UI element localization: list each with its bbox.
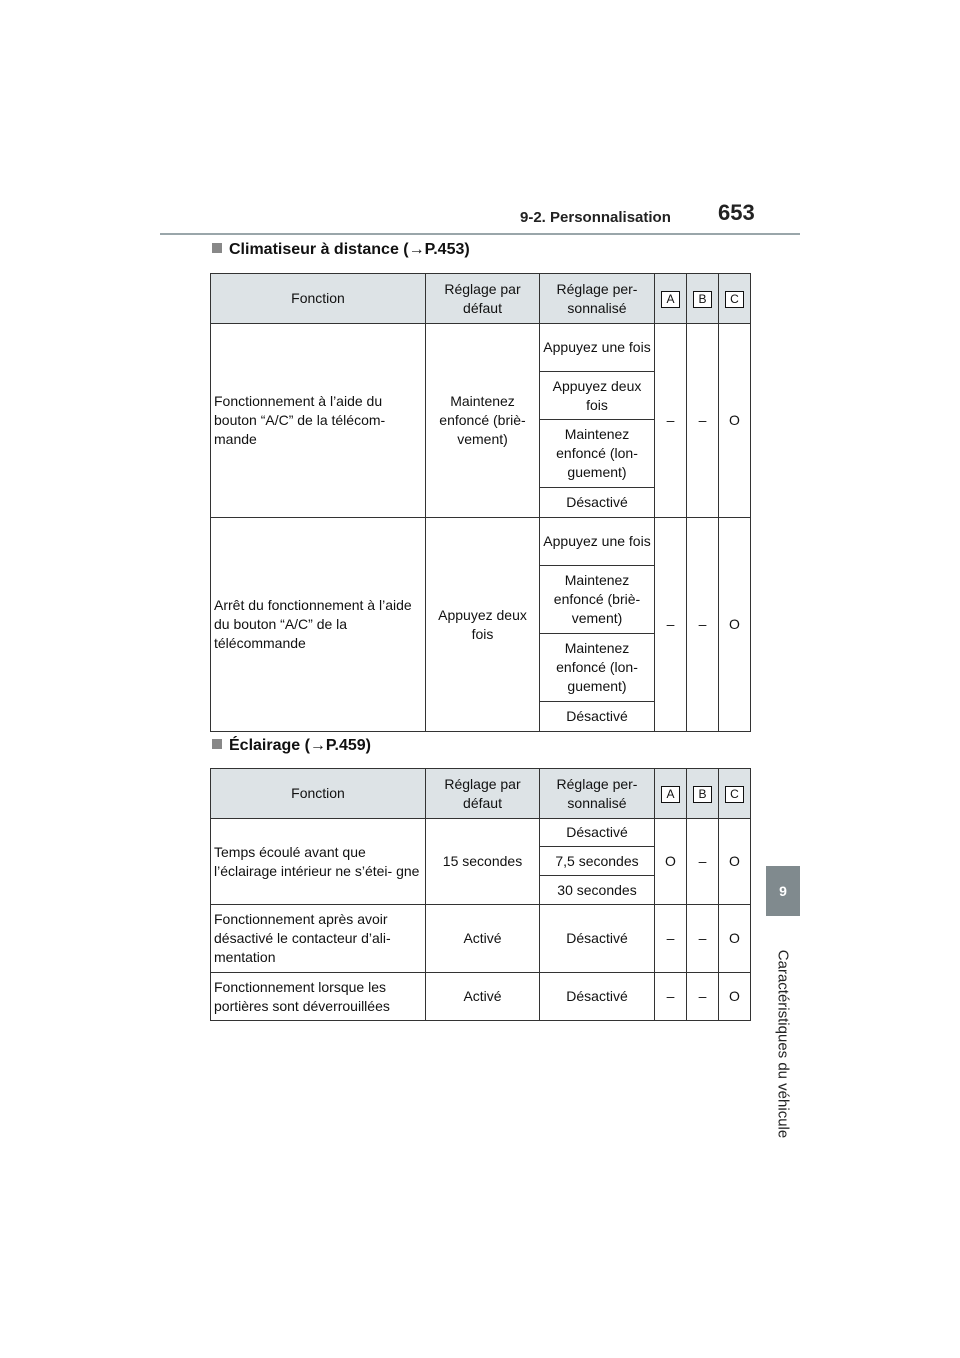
chapter-label-text: Caractéristiques du véhicule xyxy=(774,949,792,1139)
subheading-eclairage xyxy=(212,737,371,755)
c-cell: O xyxy=(719,905,751,973)
table-header-row xyxy=(211,274,751,324)
col-b xyxy=(687,274,719,324)
fonction-cell: Fonctionnement après avoir désactivé le contacteur d’ali- mentation xyxy=(211,905,426,973)
option-cell: 30 secondes xyxy=(540,876,655,905)
defaut-cell: Maintenez enfoncé (briè- vement) xyxy=(426,324,540,518)
b-cell: – xyxy=(687,324,719,518)
a-cell: – xyxy=(655,324,687,518)
col-fonction: Fonction xyxy=(211,274,426,324)
table-row xyxy=(211,518,751,566)
defaut-cell: 15 secondes xyxy=(426,819,540,905)
col-defaut: Réglage par défaut xyxy=(426,769,540,819)
table-row xyxy=(211,324,751,372)
fonction-cell: Fonctionnement lorsque les portières sont déverrouillées xyxy=(211,973,426,1021)
fonction-cell: Arrêt du fonctionnement à l’aide du bouton “A/C” de la télécommande xyxy=(211,518,426,732)
c-cell: O xyxy=(719,973,751,1021)
square-bullet-icon xyxy=(212,739,222,749)
letter-c-badge: C xyxy=(725,291,744,308)
option-cell: Désactivé xyxy=(540,702,655,732)
col-c xyxy=(719,769,751,819)
table-eclairage xyxy=(210,768,751,1021)
table-row xyxy=(211,819,751,847)
letter-b-badge: B xyxy=(693,786,712,803)
letter-c-badge: C xyxy=(725,786,744,803)
table-row xyxy=(211,905,751,973)
defaut-cell: Activé xyxy=(426,973,540,1021)
option-cell: Appuyez une fois xyxy=(540,324,655,372)
option-cell: Maintenez enfoncé (lon- guement) xyxy=(540,634,655,702)
col-defaut: Réglage par défaut xyxy=(426,274,540,324)
option-cell: Maintenez enfoncé (lon- guement) xyxy=(540,420,655,488)
option-cell: Maintenez enfoncé (briè- vement) xyxy=(540,566,655,634)
page-number: 653 xyxy=(718,200,755,225)
col-b xyxy=(687,769,719,819)
square-bullet-icon xyxy=(212,243,222,253)
a-cell: O xyxy=(655,819,687,905)
table-header-row xyxy=(211,769,751,819)
col-a xyxy=(655,769,687,819)
table-row xyxy=(211,973,751,1021)
option-cell: Appuyez deux fois xyxy=(540,372,655,420)
col-a xyxy=(655,274,687,324)
col-perso: Réglage per- sonnalisé xyxy=(540,274,655,324)
defaut-cell: Appuyez deux fois xyxy=(426,518,540,732)
fonction-cell: Temps écoulé avant que l’éclairage intérieur ne s’étei- gne xyxy=(211,819,426,905)
subheading-text: Climatiseur à distance (→P.453) xyxy=(229,241,470,258)
table-climatiseur xyxy=(210,273,751,732)
option-cell: Désactivé xyxy=(540,905,655,973)
chapter-tab: 9 xyxy=(766,866,800,916)
option-cell: Désactivé xyxy=(540,819,655,847)
b-cell: – xyxy=(687,819,719,905)
fonction-cell: Fonctionnement à l’aide du bouton “A/C” de la télécom- mande xyxy=(211,324,426,518)
letter-a-badge: A xyxy=(661,786,680,803)
a-cell: – xyxy=(655,905,687,973)
a-cell: – xyxy=(655,973,687,1021)
c-cell: O xyxy=(719,819,751,905)
c-cell: O xyxy=(719,324,751,518)
defaut-cell: Activé xyxy=(426,905,540,973)
b-cell: – xyxy=(687,973,719,1021)
header-divider xyxy=(160,233,800,235)
option-cell: 7,5 secondes xyxy=(540,847,655,876)
a-cell: – xyxy=(655,518,687,732)
chapter-label xyxy=(768,936,798,1152)
option-cell: Désactivé xyxy=(540,973,655,1021)
subheading-climatiseur xyxy=(212,241,470,259)
col-perso: Réglage per- sonnalisé xyxy=(540,769,655,819)
letter-a-badge: A xyxy=(661,291,680,308)
col-fonction: Fonction xyxy=(211,769,426,819)
col-c xyxy=(719,274,751,324)
b-cell: – xyxy=(687,905,719,973)
c-cell: O xyxy=(719,518,751,732)
option-cell: Appuyez une fois xyxy=(540,518,655,566)
b-cell: – xyxy=(687,518,719,732)
section-title: 9-2. Personnalisation xyxy=(520,209,671,226)
letter-b-badge: B xyxy=(693,291,712,308)
option-cell: Désactivé xyxy=(540,488,655,518)
subheading-text: Éclairage (→P.459) xyxy=(229,737,372,754)
